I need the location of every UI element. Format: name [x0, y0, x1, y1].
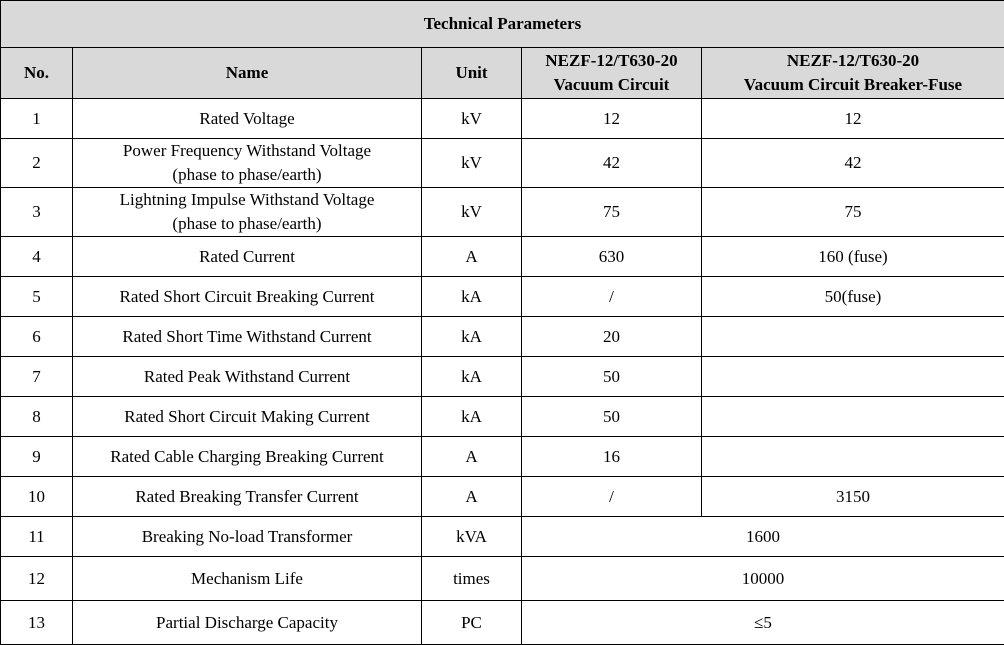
cell-merged-value: 10000 [522, 557, 1004, 601]
table-row [1, 517, 1004, 557]
cell-value-2: 160 (fuse) [702, 237, 1004, 277]
cell-unit: kA [422, 357, 522, 397]
header-breaker-fuse [702, 48, 1004, 99]
cell-value-1: 16 [522, 437, 702, 477]
header-col1-line1: NEZF-12/T630-20 [522, 49, 701, 73]
table-row [1, 188, 1004, 237]
table-row [1, 437, 1004, 477]
cell-value-2: 50(fuse) [702, 277, 1004, 317]
cell-name: Mechanism Life [73, 557, 422, 601]
cell-name [73, 188, 422, 237]
header-no: No. [1, 48, 73, 99]
cell-no: 7 [1, 357, 73, 397]
cell-unit: times [422, 557, 522, 601]
cell-no: 5 [1, 277, 73, 317]
cell-no: 11 [1, 517, 73, 557]
cell-value-2 [702, 437, 1004, 477]
cell-unit: A [422, 477, 522, 517]
title-row [1, 1, 1004, 48]
cell-name: Breaking No-load Transformer [73, 517, 422, 557]
cell-no: 6 [1, 317, 73, 357]
cell-unit: kV [422, 188, 522, 237]
cell-unit: kA [422, 317, 522, 357]
table-row [1, 277, 1004, 317]
header-row [1, 48, 1004, 99]
header-col2-line2: Vacuum Circuit Breaker-Fuse [702, 73, 1004, 97]
table-row [1, 477, 1004, 517]
cell-name: Rated Short Circuit Breaking Current [73, 277, 422, 317]
cell-unit: kA [422, 277, 522, 317]
table-row [1, 139, 1004, 188]
cell-unit: kA [422, 397, 522, 437]
header-unit: Unit [422, 48, 522, 99]
header-name: Name [73, 48, 422, 99]
cell-value-1: 20 [522, 317, 702, 357]
table-row [1, 99, 1004, 139]
cell-value-2 [702, 357, 1004, 397]
cell-name-line1: Lightning Impulse Withstand Voltage [73, 188, 421, 212]
header-col2-line1: NEZF-12/T630-20 [702, 49, 1004, 73]
cell-no: 8 [1, 397, 73, 437]
cell-value-1: 50 [522, 357, 702, 397]
cell-value-2: 12 [702, 99, 1004, 139]
cell-no: 12 [1, 557, 73, 601]
cell-name: Rated Current [73, 237, 422, 277]
cell-unit: kV [422, 139, 522, 188]
table-row [1, 601, 1004, 645]
cell-value-1: 630 [522, 237, 702, 277]
cell-value-1: 42 [522, 139, 702, 188]
table-title: Technical Parameters [1, 1, 1004, 48]
cell-value-1: 50 [522, 397, 702, 437]
cell-name: Rated Voltage [73, 99, 422, 139]
cell-name: Rated Short Circuit Making Current [73, 397, 422, 437]
cell-value-1: / [522, 477, 702, 517]
cell-value-1: 12 [522, 99, 702, 139]
cell-value-2 [702, 317, 1004, 357]
table-row [1, 357, 1004, 397]
table-row [1, 237, 1004, 277]
cell-name: Rated Cable Charging Breaking Current [73, 437, 422, 477]
cell-name: Rated Breaking Transfer Current [73, 477, 422, 517]
table-row [1, 397, 1004, 437]
cell-unit: A [422, 237, 522, 277]
cell-value-2: 75 [702, 188, 1004, 237]
cell-merged-value: 1600 [522, 517, 1004, 557]
cell-name: Rated Short Time Withstand Current [73, 317, 422, 357]
cell-no: 9 [1, 437, 73, 477]
cell-value-2 [702, 397, 1004, 437]
cell-value-1: / [522, 277, 702, 317]
cell-name: Partial Discharge Capacity [73, 601, 422, 645]
cell-unit: A [422, 437, 522, 477]
cell-name-line1: Power Frequency Withstand Voltage [73, 139, 421, 163]
cell-no: 10 [1, 477, 73, 517]
cell-unit: PC [422, 601, 522, 645]
header-col1-line2: Vacuum Circuit [522, 73, 701, 97]
header-vacuum-circuit [522, 48, 702, 99]
table-row [1, 317, 1004, 357]
cell-value-1: 75 [522, 188, 702, 237]
cell-no: 4 [1, 237, 73, 277]
cell-name-line2: (phase to phase/earth) [73, 163, 421, 187]
cell-no: 2 [1, 139, 73, 188]
cell-name: Rated Peak Withstand Current [73, 357, 422, 397]
cell-value-2: 3150 [702, 477, 1004, 517]
cell-value-2: 42 [702, 139, 1004, 188]
cell-unit: kVA [422, 517, 522, 557]
cell-name-line2: (phase to phase/earth) [73, 212, 421, 236]
cell-no: 1 [1, 99, 73, 139]
cell-name [73, 139, 422, 188]
cell-no: 3 [1, 188, 73, 237]
cell-no: 13 [1, 601, 73, 645]
table-row [1, 557, 1004, 601]
cell-merged-value: ≤5 [522, 601, 1004, 645]
cell-unit: kV [422, 99, 522, 139]
